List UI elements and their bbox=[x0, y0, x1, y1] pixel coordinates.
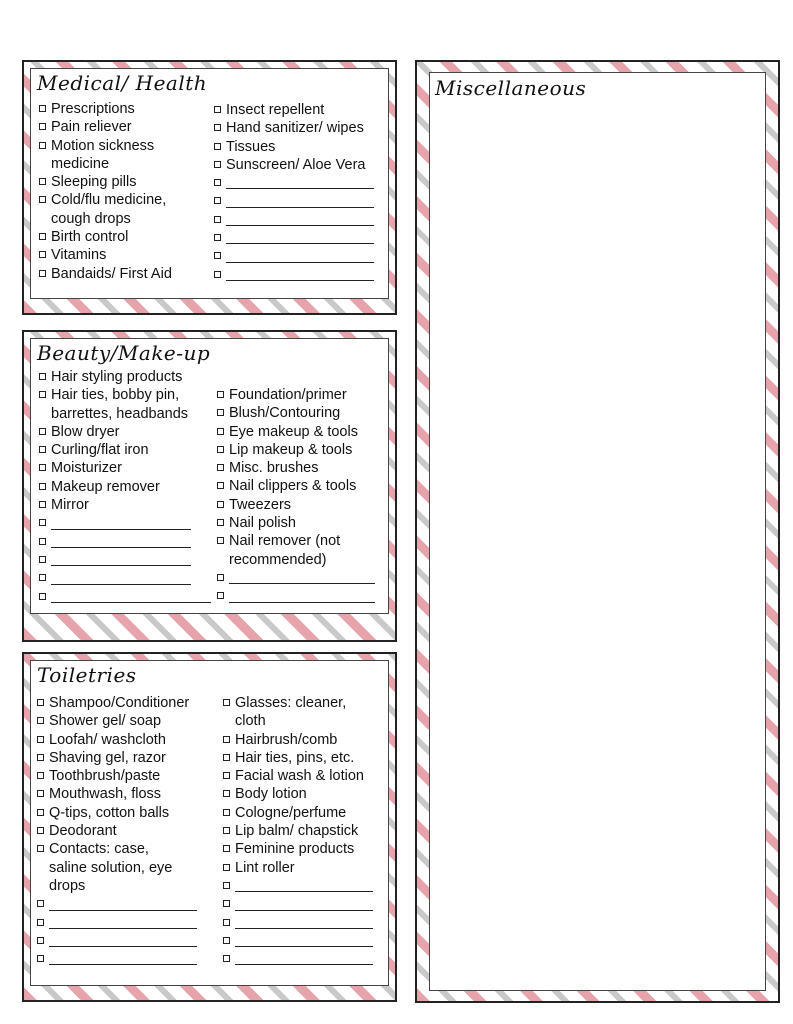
checklist-item[interactable]: Moisturizer bbox=[39, 459, 191, 477]
blank-checklist-line[interactable] bbox=[37, 914, 197, 932]
checklist-item[interactable]: Misc. brushes bbox=[217, 459, 375, 477]
checklist-item[interactable]: Motion sickness bbox=[39, 137, 204, 155]
checklist-item[interactable]: Shower gel/ soap bbox=[37, 712, 197, 730]
checklist-item[interactable]: Tweezers bbox=[217, 496, 375, 514]
checklist-item[interactable]: Nail polish bbox=[217, 514, 375, 532]
miscellaneous-panel[interactable] bbox=[429, 72, 766, 991]
checklist-item[interactable]: Insect repellent bbox=[214, 101, 374, 119]
blank-checklist-line[interactable] bbox=[223, 877, 373, 895]
checklist-item[interactable]: Lip balm/ chapstick bbox=[223, 822, 373, 840]
checklist-item[interactable]: Cologne/perfume bbox=[223, 804, 373, 822]
checklist-item[interactable]: Loofah/ washcloth bbox=[37, 731, 197, 749]
medical-right-list bbox=[214, 101, 374, 284]
toiletries-panel bbox=[30, 660, 389, 986]
blank-checklist-line[interactable] bbox=[223, 950, 373, 968]
checklist-item[interactable]: Toothbrush/paste bbox=[37, 767, 197, 785]
checklist-item-continued: cough drops bbox=[51, 210, 131, 227]
blank-checklist-line[interactable] bbox=[214, 247, 374, 265]
checklist-item[interactable]: Glasses: cleaner, bbox=[223, 694, 373, 712]
checklist-item[interactable]: Vitamins bbox=[39, 246, 204, 264]
toiletries-title: Toiletries bbox=[37, 663, 137, 687]
checklist-item[interactable]: Mouthwash, floss bbox=[37, 785, 197, 803]
medical-health-card bbox=[22, 60, 397, 315]
checklist-item[interactable]: Shaving gel, razor bbox=[37, 749, 197, 767]
blank-checklist-line[interactable] bbox=[223, 895, 373, 913]
blank-checklist-line[interactable] bbox=[37, 950, 197, 968]
blank-checklist-line[interactable] bbox=[217, 587, 375, 605]
miscellaneous-title: Miscellaneous bbox=[435, 76, 587, 100]
miscellaneous-card bbox=[415, 60, 780, 1003]
checklist-item[interactable]: Deodorant bbox=[37, 822, 197, 840]
checklist-item[interactable]: Contacts: case, bbox=[37, 840, 197, 858]
checklist-item[interactable]: Facial wash & lotion bbox=[223, 767, 373, 785]
blank-checklist-line[interactable] bbox=[39, 514, 191, 532]
checklist-item[interactable]: Eye makeup & tools bbox=[217, 423, 375, 441]
checklist-item-continued: saline solution, eye bbox=[49, 859, 173, 876]
checklist-item[interactable]: Birth control bbox=[39, 228, 204, 246]
blank-checklist-line[interactable] bbox=[217, 569, 375, 587]
checklist-item[interactable]: Q-tips, cotton balls bbox=[37, 804, 197, 822]
checklist-item[interactable]: Hair ties, pins, etc. bbox=[223, 749, 373, 767]
checklist-item[interactable]: Sleeping pills bbox=[39, 173, 204, 191]
medical-health-panel bbox=[30, 68, 389, 299]
blank-checklist-line[interactable] bbox=[214, 192, 374, 210]
checklist-item[interactable]: Mirror bbox=[39, 496, 191, 514]
checklist-item[interactable]: Blush/Contouring bbox=[217, 404, 375, 422]
blank-checklist-line[interactable] bbox=[214, 174, 374, 192]
checklist-item[interactable]: Hair ties, bobby pin, bbox=[39, 386, 191, 404]
checklist-item[interactable]: Bandaids/ First Aid bbox=[39, 265, 204, 283]
blank-checklist-line[interactable] bbox=[223, 932, 373, 950]
checklist-item[interactable]: Hand sanitizer/ wipes bbox=[214, 119, 374, 137]
checklist-item[interactable]: Blow dryer bbox=[39, 423, 191, 441]
blank-checklist-line[interactable] bbox=[37, 932, 197, 950]
toiletries-card bbox=[22, 652, 397, 1002]
toiletries-right-list bbox=[223, 694, 373, 968]
blank-checklist-line[interactable] bbox=[214, 266, 374, 284]
checklist-item[interactable]: Hair styling products bbox=[39, 368, 191, 386]
checklist-item[interactable]: Lip makeup & tools bbox=[217, 441, 375, 459]
toiletries-left-list bbox=[37, 694, 197, 968]
blank-checklist-line[interactable] bbox=[39, 588, 211, 606]
beauty-makeup-card bbox=[22, 330, 397, 642]
checklist-item-continued: cloth bbox=[235, 713, 266, 730]
checklist-item[interactable]: Sunscreen/ Aloe Vera bbox=[214, 156, 374, 174]
checklist-item[interactable]: Tissues bbox=[214, 138, 374, 156]
checklist-item[interactable]: Hairbrush/comb bbox=[223, 731, 373, 749]
checklist-item[interactable]: Feminine products bbox=[223, 840, 373, 858]
checklist-item[interactable]: Nail clippers & tools bbox=[217, 477, 375, 495]
medical-left-list bbox=[39, 100, 204, 283]
checklist-item[interactable]: Lint roller bbox=[223, 859, 373, 877]
blank-checklist-line[interactable] bbox=[37, 895, 197, 913]
blank-checklist-line[interactable] bbox=[214, 211, 374, 229]
checklist-item[interactable]: Curling/flat iron bbox=[39, 441, 191, 459]
checklist-item[interactable]: Makeup remover bbox=[39, 478, 191, 496]
beauty-left-list bbox=[39, 368, 191, 606]
beauty-makeup-title: Beauty/Make-up bbox=[37, 341, 211, 365]
checklist-item[interactable]: Body lotion bbox=[223, 785, 373, 803]
checklist-item[interactable]: Cold/flu medicine, bbox=[39, 191, 204, 209]
checklist-item-continued: medicine bbox=[51, 155, 110, 172]
checklist-item[interactable]: Nail remover (not bbox=[217, 532, 375, 550]
checklist-item[interactable]: Pain reliever bbox=[39, 118, 204, 136]
blank-checklist-line[interactable] bbox=[39, 533, 191, 551]
blank-checklist-line[interactable] bbox=[39, 569, 191, 587]
checklist-item[interactable]: Shampoo/Conditioner bbox=[37, 694, 197, 712]
checklist-item-continued: barrettes, headbands bbox=[51, 405, 189, 422]
beauty-makeup-panel bbox=[30, 338, 389, 614]
medical-health-title: Medical/ Health bbox=[37, 71, 208, 95]
blank-checklist-line[interactable] bbox=[39, 551, 191, 569]
beauty-right-list bbox=[217, 386, 375, 606]
checklist-item-continued: recommended) bbox=[229, 551, 327, 568]
checklist-item[interactable]: Foundation/primer bbox=[217, 386, 375, 404]
checklist-item[interactable]: Prescriptions bbox=[39, 100, 204, 118]
blank-checklist-line[interactable] bbox=[214, 229, 374, 247]
blank-checklist-line[interactable] bbox=[223, 914, 373, 932]
checklist-item-continued: drops bbox=[49, 877, 86, 894]
